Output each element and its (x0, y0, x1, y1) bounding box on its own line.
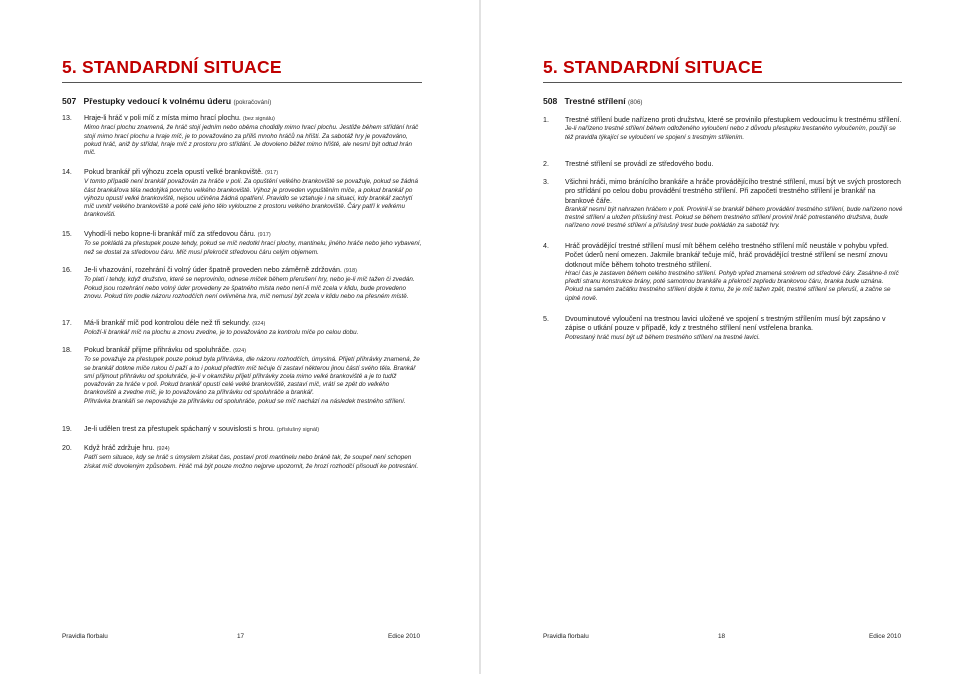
item-ref: (bez signálu) (242, 116, 275, 122)
rule-item-20 (62, 444, 422, 471)
page-title: 5. STANDARDNÍ SITUACE (62, 57, 282, 77)
rule-item-5 (543, 315, 903, 342)
item-explanation: Přihrávka brankáři se nepovažuje za přihrávku od spoluhráče, pokud se míč nachází na následek trestného střílení. (84, 397, 406, 405)
rule-item-18 (62, 346, 422, 406)
rule-item-1 (543, 116, 903, 142)
rule-item-4 (543, 242, 903, 303)
footer-edition: Edice 2010 (388, 633, 420, 640)
section-name: Trestné střílení (564, 96, 626, 106)
rule-item-13 (62, 114, 422, 157)
section-number: 508 (543, 96, 558, 106)
page-number: 17 (237, 633, 245, 640)
item-ref: (924) (252, 321, 266, 327)
item-number: 16. (62, 266, 72, 274)
item-explanation: Potrestaný hráč musí být už během trestného střílení na trestné lavici. (565, 333, 760, 341)
item-explanation: Patří sem situace, kdy se hráč s úmyslem získat čas, postaví proti mantinelu nebo bráně tak, že soupeř není schopen získat míč dovoleným způsobem. Hráč má být pouze možno nejprve upozornit, že hrozí rozhodčí přisoudí ke potrestání. (84, 454, 419, 470)
item-rule: Když hráč zdržuje hru. (84, 444, 155, 452)
item-number: 20. (62, 444, 72, 452)
item-number: 5. (543, 315, 549, 323)
rule-item-17 (62, 319, 422, 338)
item-explanation: Hrací čas je zastaven během celého trestného střílení. Pohyb vpřed znamená směrem od středové čáry. Zasáhne-li míč předtí stranu konstrukce brány, poté samotnou brankáře a překročí zepředu brankovou čáru, branka bude uznána. Pokud na samém začátku trestného střílení dojde k tomu, že je míč tažen zpět, trestné střílení se přeruší, a začne se úplně nově. (565, 270, 899, 302)
item-number: 13. (62, 114, 72, 122)
item-explanation: V tomto případě není brankář považován za hráče v poli. Za opuštění velkého brankoviště se považuje, pokud se žádná část brankářova těla nedotýká povrchu velkého brankoviště. Výhoz je proveden vypuštěním míče, a pokud brankář po výhozu opustí velké brankoviště, nejsou učiněna žádná opatření. Pravidlo se vztahuje i na situaci, kdy brankář zachytí míč uvnitř velkého brankoviště a poté celé jeho tělo vyklouzne z prostoru velkého brankoviště. Čáry patří k velkému brankovišti. (84, 178, 418, 218)
rule-item-16 (62, 266, 422, 301)
left-page (0, 0, 479, 674)
item-rule: Trestné střílení se provádí ze středového bodu. (565, 160, 714, 168)
section-name: Přestupky vedoucí k volnému úderu (83, 96, 232, 106)
item-explanation: Brankář nesmí být nahrazen hráčem v poli. Provinil-li se brankář během provádění trestného střílení, bude nařízeno nové trestné střílení a uložen příslušný trest. Pokud se během trestného střílení provinil hráč potrestaného družstva, bude nařízeno nové trestné střílení a příslušný trest bude pokládán za sabotáž hry. (565, 206, 903, 230)
item-rule: Hraje-li hráč v poli míč z místa mimo hrací plochu. (84, 114, 241, 122)
item-number: 18. (62, 346, 72, 354)
footer-edition: Edice 2010 (869, 633, 901, 640)
item-rule: Je-li vhazování, rozehrání či volný úder špatně proveden nebo záměrně zdržován. (84, 266, 342, 274)
item-rule: Je-li udělen trest za přestupek spáchaný v souvislosti s hrou. (84, 425, 275, 433)
item-rule: Dvouminutové vyloučení na trestnou lavici uložené ve spojení s trestným střílením musí být zapsáno v zápise o utkání pouze v případě, kdy z trestného střílení není vstřelena branka. (565, 315, 886, 333)
item-rule: Hráč provádějící trestné střílení musí mít během celého trestného střílení míč neustále v pohybu vpřed. Počet úderů není omezen. Jakmile brankář tečuje míč, hráč provádějící trestné střílení se nesmí znovu dotknout míče během tohoto trestného střílení. (565, 242, 889, 269)
page-title: 5. STANDARDNÍ SITUACE (543, 57, 763, 77)
item-ref: (917) (265, 170, 279, 176)
footer-book-title: Pravidla florbalu (62, 633, 108, 640)
rule-item-19 (62, 425, 422, 435)
section-heading (543, 96, 643, 106)
page-number: 18 (718, 633, 726, 640)
item-number: 15. (62, 230, 72, 238)
item-number: 19. (62, 425, 72, 433)
item-explanation: Je-li nařízeno trestné střílení během odloženého vyloučení nebo z důvodu přestupku trestaného vyloučením, použijí se též pravidla týkající se vyloučení ve spojení s trestným střílením. (565, 125, 896, 141)
item-ref: (918) (343, 268, 357, 274)
item-number: 14. (62, 168, 72, 176)
item-rule: Pokud brankář při výhozu zcela opustí velké brankoviště. (84, 168, 264, 176)
item-number: 2. (543, 160, 549, 168)
item-ref: (příslušný signál) (276, 427, 320, 433)
rule-item-3 (543, 178, 903, 231)
section-note: (pokračování) (233, 99, 272, 106)
footer-book-title: Pravidla florbalu (543, 633, 589, 640)
section-heading (62, 96, 271, 106)
item-rule: Trestné střílení bude nařízeno proti družstvu, které se provinilo přestupkem vedoucímu k trestnému střílení. (565, 116, 902, 124)
title-rule (543, 82, 902, 83)
item-rule: Všichni hráči, mimo bránícího brankáře a hráče provádějícího trestné střílení, musí být ve svých prostorech pro střídání po celou dobu provádění trestného střílení. Při započetí trestného střílení je brankář na brankové čáře. (565, 178, 901, 205)
item-explanation: Položí-li brankář míč na plochu a znovu zvedne, je to považováno za kontrolu míče po celou dobu. (84, 329, 359, 337)
item-ref: (924) (233, 348, 247, 354)
item-explanation: Mimo hrací plochu znamená, že hráč stojí jedním nebo oběma chodidly mimo hrací plochu. Jestliže během střídání hráč stojí mimo hrací plochu a hraje míč, je to považováno za příliš mnoho hráčů na hřišti. Za sabotáž hry je považováno, pokud hráč, aniž by střídal, hraje míč z prostoru pro střídání. Je dovoleno běžet mimo hřiště, ale nesmí být odtud hrán míč. (84, 124, 419, 156)
item-ref: (924) (156, 446, 170, 452)
item-explanation: To se pokládá za přestupek pouze tehdy, pokud se míč nedotkl hrací plochy, mantinelu, jiného hráče nebo jeho vybavení, než se dostal za středovou čáru. Míč musí překročit středovou čáru celým objemem. (84, 240, 422, 256)
section-number: 507 (62, 96, 77, 106)
item-explanation: To platí i tehdy, když družstvo, které se neprovinilo, odnese míček během přerušení hry, nebo je-li míč tažen či zvedán. Pokud jsou rozehrání nebo volný úder provedeny ze špatného místa nebo není-li míč zcela v klidu, bude provedeno znovu. Pokud tím podle názoru rozhodčích není ovlivněna hra, míč nemusí být zcela v klidu nebo na přesném místě. (84, 276, 415, 300)
section-note: (806) (628, 99, 643, 106)
item-rule: Pokud brankář přijme přihrávku od spoluhráče. (84, 346, 232, 354)
item-number: 1. (543, 116, 549, 124)
item-explanation: To se považuje za přestupek pouze pokud byla přihrávka, dle názoru rozhodčích, úmyslná. Přijetí přihrávky znamená, že se brankář dotkne míče rukou či paží a to i pokud předtím míč tečuje či zastaví některou jinou částí svého těla. Brankář smí přijmout přihrávku od spoluhráče, je-li v okamžiku přijetí přihrávky zcela mimo velké brankoviště a je to tudíž považován za hráče v poli. Pokud brankář opustí celé velké brankoviště, zastaví míč, vrátí se zpět do velkého brankoviště a zvedne míč, je to považováno za přihrávku od spoluhráče a brankář. (84, 356, 420, 396)
rule-item-15 (62, 230, 422, 257)
item-number: 4. (543, 242, 549, 250)
item-rule: Vyhodí-li nebo kopne-li brankář míč za středovou čáru. (84, 230, 256, 238)
rule-item-2 (543, 160, 903, 169)
item-rule: Má-li brankář míč pod kontrolou déle než tři sekundy. (84, 319, 251, 327)
rule-item-14 (62, 168, 422, 219)
item-ref: (917) (257, 232, 271, 238)
item-number: 3. (543, 178, 549, 186)
right-page (481, 0, 960, 674)
title-rule (62, 82, 422, 83)
item-number: 17. (62, 319, 72, 327)
